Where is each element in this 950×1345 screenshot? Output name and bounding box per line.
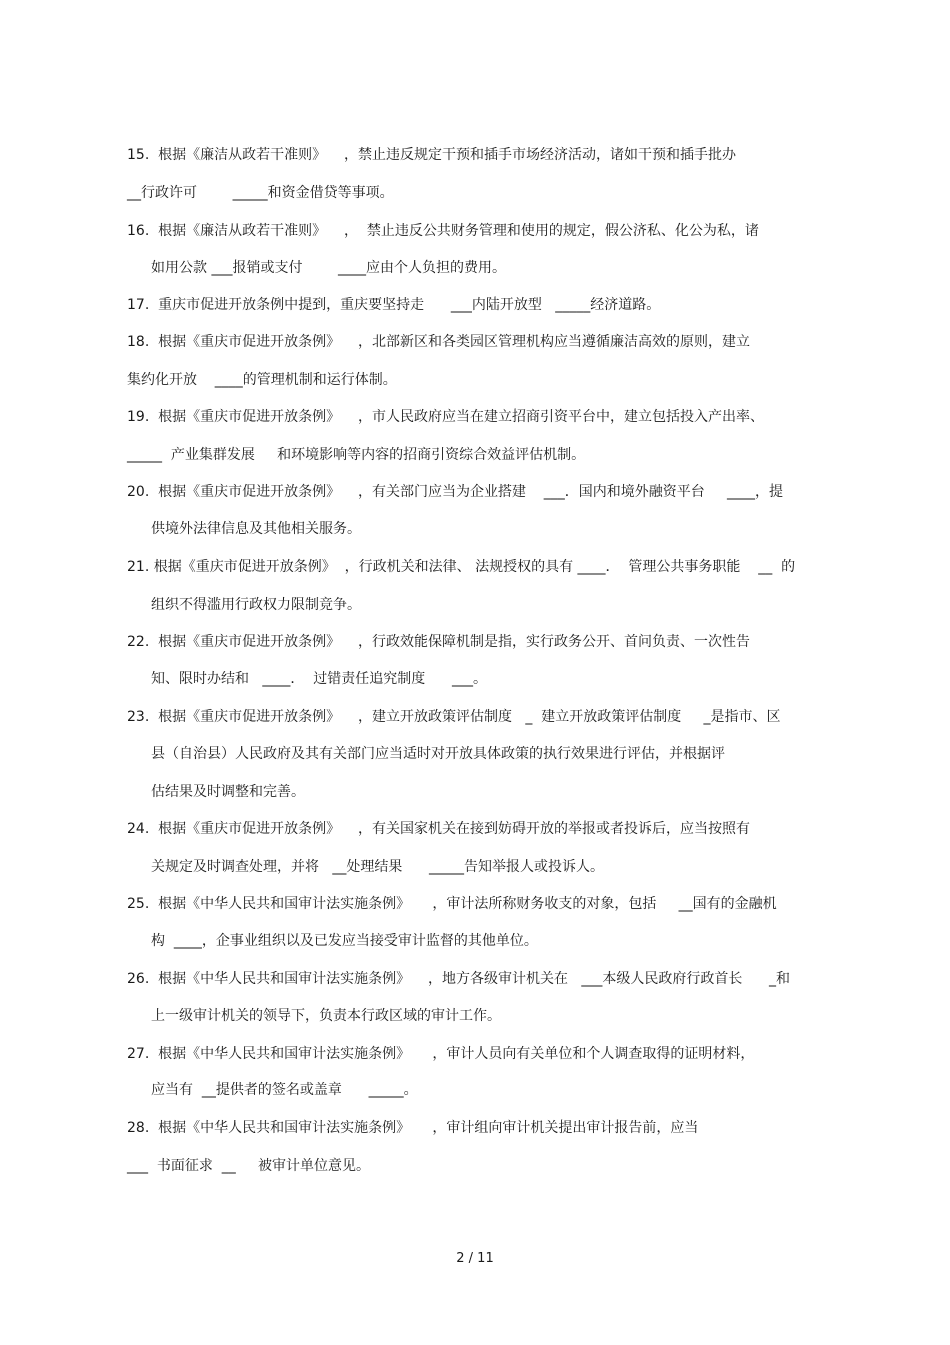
q18-line-1: 18. 根据《重庆市促进开放条例》 ，北部新区和各类园区管理机构应当遵循廉洁高效的原则，建立	[127, 334, 750, 350]
page-number: 2 / 11	[456, 1251, 494, 1266]
q21-line-2: 组织不得滥用行政权力限制竞争。	[151, 597, 361, 613]
q19-line-1: 19. 根据《重庆市促进开放条例》 ，市人民政府应当在建立招商引资平台中，建立包括投入产出率、	[127, 409, 764, 425]
q21-line-1: 21. 根据《重庆市促进开放条例》 ，行政机关和法律、 法规授权的具有 ____． 管理公共事务职能 __ 的	[127, 559, 796, 575]
q25-line-2: 构 ____，企事业组织以及已发应当接受审计监督的其他单位。	[151, 933, 538, 949]
q18-line-2: 集约化开放 ____的管理机制和运行体制。	[127, 372, 397, 388]
q27-line-1: 27. 根据《中华人民共和国审计法实施条例》 ，审计人员向有关单位和个人调查取得的证明材料，	[127, 1046, 755, 1062]
q19-line-2: _____ 产业集群发展 和环境影响等内容的招商引资综合效益评估机制。	[127, 447, 586, 463]
q22-line-2: 知、限时办结和 ____． 过错责任追究制度 ___。	[151, 671, 487, 687]
q24-line-2: 关规定及时调查处理，并将 __处理结果 _____告知举报人或投诉人。	[151, 859, 605, 875]
q27-line-2: 应当有 __提供者的签名或盖章 _____。	[151, 1082, 418, 1098]
q28-line-1: 28. 根据《中华人民共和国审计法实施条例》 ，审计组向审计机关提出审计报告前，应当	[127, 1120, 699, 1136]
q16-line-2: 如用公款 ___报销或支付 ____应由个人负担的费用。	[151, 260, 507, 276]
q23-line-2: 县（自治县）人民政府及其有关部门应当适时对开放具体政策的执行效果进行评估，并根据评	[151, 746, 725, 762]
q23-line-3: 估结果及时调整和完善。	[151, 784, 305, 800]
q23-line-1: 23. 根据《重庆市促进开放条例》 ，建立开放政策评估制度 _ 建立开放政策评估制度 _是指市、区	[127, 709, 781, 725]
q15-line-1: 15. 根据《廉洁从政若干准则》 ，禁止违反规定干预和插手市场经济活动，诸如干预和插手批办	[127, 147, 736, 163]
q20-line-2: 供境外法律信息及其他相关服务。	[151, 521, 361, 537]
q26-line-1: 26. 根据《中华人民共和国审计法实施条例》 ，地方各级审计机关在 ___本级人民政府行政首长 _和	[127, 971, 791, 987]
q17-line-1: 17. 重庆市促进开放条例中提到，重庆要坚持走 ___内陆开放型 _____经济道路。	[127, 297, 661, 313]
q28-line-2: ___ 书面征求 __ 被审计单位意见。	[127, 1158, 371, 1174]
q25-line-1: 25. 根据《中华人民共和国审计法实施条例》 ，审计法所称财务收支的对象，包括 __国有的金融机	[127, 896, 777, 912]
q15-line-2: __行政许可 _____和资金借贷等事项。	[127, 185, 394, 201]
q22-line-1: 22. 根据《重庆市促进开放条例》 ，行政效能保障机制是指，实行政务公开、首问负责、一次性告	[127, 634, 750, 650]
q24-line-1: 24. 根据《重庆市促进开放条例》 ，有关国家机关在接到妨碍开放的举报或者投诉后，应当按照有	[127, 821, 750, 837]
q16-line-1: 16. 根据《廉洁从政若干准则》 ， 禁止违反公共财务管理和使用的规定，假公济私、化公为私，诸	[127, 223, 759, 239]
q20-line-1: 20. 根据《重庆市促进开放条例》 ，有关部门应当为企业搭建 ___．国内和境外融资平台 ____，提	[127, 484, 784, 500]
q26-line-2: 上一级审计机关的领导下，负责本行政区域的审计工作。	[151, 1008, 501, 1024]
